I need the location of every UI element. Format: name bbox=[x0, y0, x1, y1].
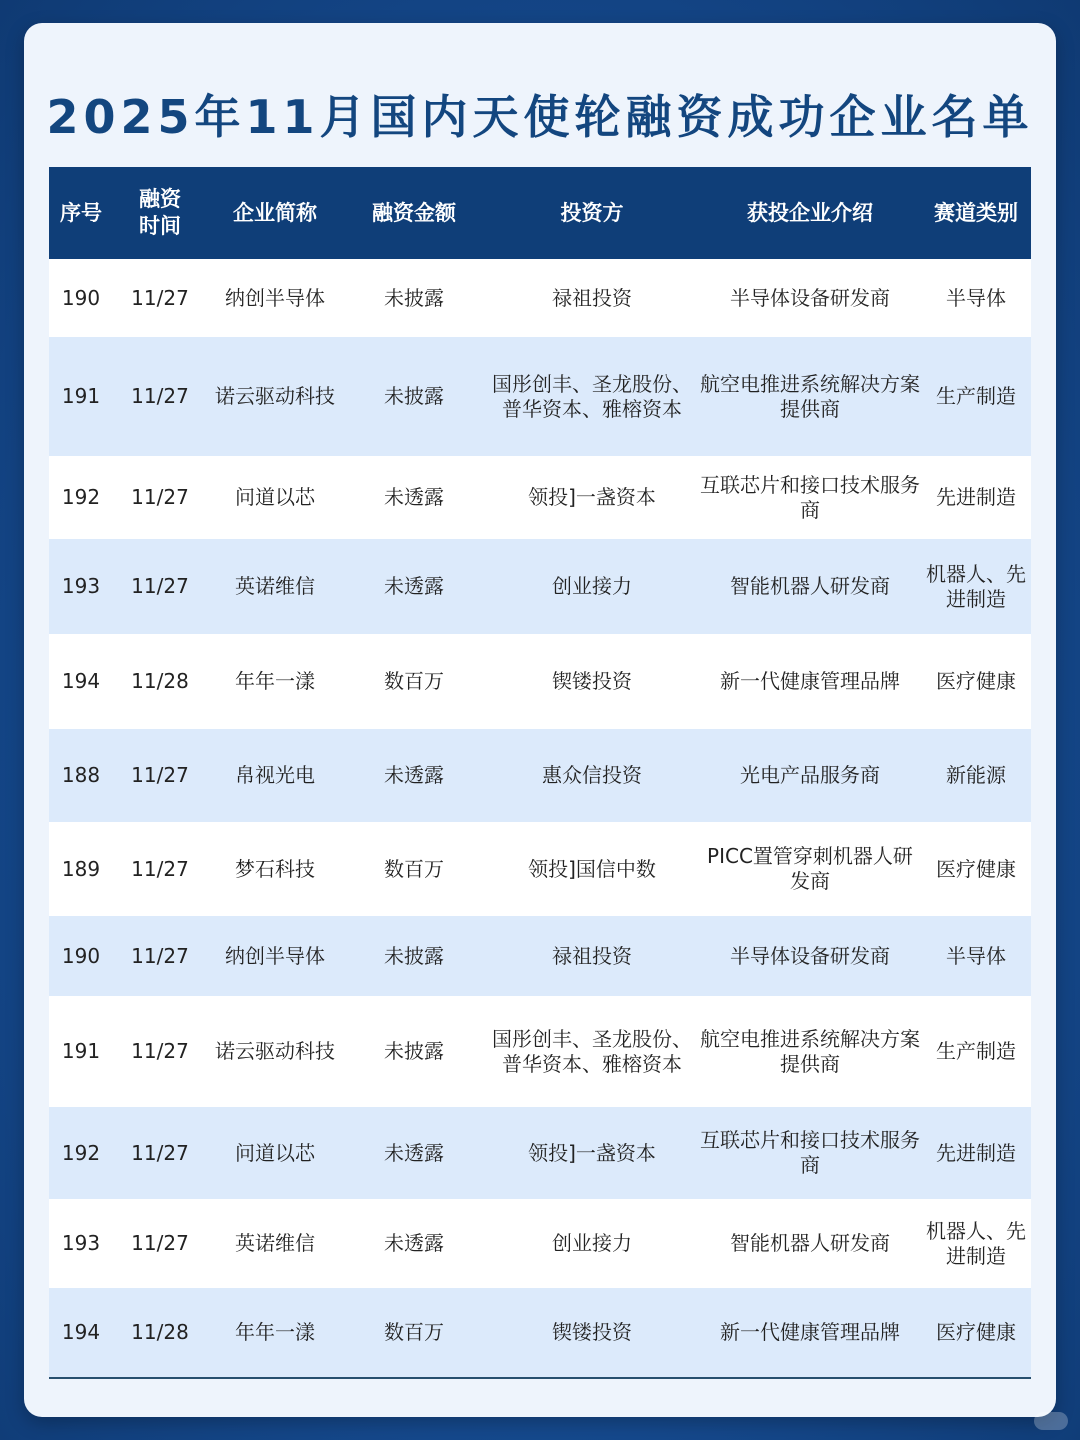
investor-cell: 国彤创丰、圣龙股份、普华资本、雅榕资本 bbox=[492, 371, 692, 421]
sector-cell: 生产制造 bbox=[936, 384, 1016, 408]
date-cell: 11/27 bbox=[131, 1039, 189, 1063]
investor-cell: 禄祖投资 bbox=[552, 285, 632, 310]
table-row bbox=[49, 916, 1031, 996]
company-cell: 英诺维信 bbox=[235, 1231, 315, 1255]
intro-cell: 智能机器人研发商 bbox=[730, 574, 890, 598]
header-sector: 赛道类别 bbox=[934, 200, 1018, 225]
table-row bbox=[49, 1199, 1031, 1288]
table-row bbox=[49, 996, 1031, 1107]
date-cell: 11/27 bbox=[131, 1140, 189, 1165]
seq-cell: 194 bbox=[61, 1320, 101, 1344]
intro-cell: 航空电推进系统解决方案提供商 bbox=[700, 1026, 920, 1076]
amount-cell: 未披露 bbox=[384, 943, 444, 968]
company-cell: 梦石科技 bbox=[235, 856, 315, 881]
date-cell: 11/27 bbox=[131, 763, 189, 787]
amount-cell: 未披露 bbox=[384, 1039, 444, 1063]
date-cell: 11/27 bbox=[131, 384, 189, 408]
sector-cell: 机器人、先进制造 bbox=[926, 1218, 1026, 1268]
amount-cell: 未透露 bbox=[384, 485, 444, 509]
amount-cell: 未透露 bbox=[384, 1231, 444, 1255]
intro-cell: 航空电推进系统解决方案提供商 bbox=[700, 371, 920, 421]
header-investor: 投资方 bbox=[560, 200, 624, 225]
date-cell: 11/27 bbox=[131, 856, 189, 881]
seq-cell: 192 bbox=[61, 1140, 101, 1165]
investor-cell: 锲镂投资 bbox=[552, 669, 632, 693]
amount-cell: 数百万 bbox=[384, 1320, 444, 1344]
header-time-line2: 时间 bbox=[139, 214, 181, 238]
sector-cell: 生产制造 bbox=[936, 1039, 1016, 1063]
intro-cell: 新一代健康管理品牌 bbox=[720, 1320, 900, 1344]
page-title: 2025年11月国内天使轮融资成功企业名单 bbox=[46, 90, 1034, 144]
sector-cell: 医疗健康 bbox=[936, 856, 1016, 881]
amount-cell: 数百万 bbox=[384, 669, 444, 693]
table-row bbox=[49, 634, 1031, 729]
header-seq: 序号 bbox=[60, 200, 102, 225]
amount-cell: 未透露 bbox=[384, 1140, 444, 1165]
intro-cell: 半导体设备研发商 bbox=[730, 943, 890, 968]
company-cell: 帛视光电 bbox=[235, 763, 315, 787]
company-cell: 诺云驱动科技 bbox=[215, 1039, 335, 1063]
company-cell: 问道以芯 bbox=[235, 1140, 315, 1165]
table-header-row bbox=[49, 167, 1031, 259]
amount-cell: 未透露 bbox=[384, 763, 444, 787]
date-cell: 11/27 bbox=[131, 574, 189, 598]
header-company: 企业简称 bbox=[233, 200, 317, 225]
amount-cell: 未披露 bbox=[384, 384, 444, 408]
investor-cell: 禄祖投资 bbox=[552, 943, 632, 968]
company-cell: 纳创半导体 bbox=[225, 943, 325, 968]
table-row bbox=[49, 1288, 1031, 1378]
company-cell: 年年一漾 bbox=[235, 1320, 315, 1344]
intro-cell: 互联芯片和接口技术服务商 bbox=[700, 472, 920, 522]
company-cell: 纳创半导体 bbox=[225, 285, 325, 310]
investor-cell: 创业接力 bbox=[552, 1231, 632, 1255]
sector-cell: 先进制造 bbox=[936, 1140, 1016, 1165]
sector-cell: 医疗健康 bbox=[936, 669, 1016, 693]
sector-cell: 机器人、先进制造 bbox=[926, 561, 1026, 611]
header-intro: 获投企业介绍 bbox=[747, 200, 873, 225]
watermark-badge bbox=[1034, 1412, 1068, 1430]
table-row bbox=[49, 822, 1031, 916]
company-cell: 英诺维信 bbox=[235, 574, 315, 598]
seq-cell: 191 bbox=[61, 1039, 101, 1063]
investor-cell: 惠众信投资 bbox=[542, 763, 642, 787]
table-row bbox=[49, 1107, 1031, 1199]
amount-cell: 数百万 bbox=[384, 856, 444, 881]
sector-cell: 半导体 bbox=[946, 943, 1006, 968]
header-amount: 融资金额 bbox=[372, 200, 456, 225]
seq-cell: 189 bbox=[61, 856, 101, 881]
sector-cell: 半导体 bbox=[946, 285, 1006, 310]
date-cell: 11/27 bbox=[131, 285, 189, 310]
investor-cell: 锲镂投资 bbox=[552, 1320, 632, 1344]
seq-cell: 190 bbox=[61, 285, 101, 310]
sector-cell: 新能源 bbox=[946, 763, 1006, 787]
seq-cell: 188 bbox=[61, 763, 101, 787]
amount-cell: 未透露 bbox=[384, 574, 444, 598]
seq-cell: 190 bbox=[61, 943, 101, 968]
investor-cell: 领投]一盏资本 bbox=[528, 485, 656, 509]
sector-cell: 先进制造 bbox=[936, 485, 1016, 509]
seq-cell: 192 bbox=[61, 485, 101, 509]
seq-cell: 193 bbox=[61, 574, 101, 598]
investor-cell: 国彤创丰、圣龙股份、普华资本、雅榕资本 bbox=[492, 1026, 692, 1076]
table-row bbox=[49, 337, 1031, 456]
financing-table bbox=[49, 167, 1031, 1379]
company-cell: 诺云驱动科技 bbox=[215, 384, 335, 408]
header-time bbox=[113, 167, 207, 259]
table-row bbox=[49, 456, 1031, 539]
intro-cell: 光电产品服务商 bbox=[740, 763, 880, 787]
amount-cell: 未披露 bbox=[384, 285, 444, 310]
investor-cell: 领投]一盏资本 bbox=[528, 1140, 656, 1165]
company-cell: 年年一漾 bbox=[235, 669, 315, 693]
intro-cell: 智能机器人研发商 bbox=[730, 1231, 890, 1255]
investor-cell: 领投]国信中数 bbox=[528, 856, 656, 881]
table-body bbox=[49, 259, 1031, 1378]
date-cell: 11/27 bbox=[131, 485, 189, 509]
sector-cell: 医疗健康 bbox=[936, 1320, 1016, 1344]
seq-cell: 193 bbox=[61, 1231, 101, 1255]
date-cell: 11/27 bbox=[131, 1231, 189, 1255]
header-time-line1: 融资 bbox=[139, 187, 181, 211]
intro-cell: 半导体设备研发商 bbox=[730, 285, 890, 310]
seq-cell: 191 bbox=[61, 384, 101, 408]
table-row bbox=[49, 539, 1031, 634]
date-cell: 11/28 bbox=[131, 669, 189, 693]
investor-cell: 创业接力 bbox=[552, 574, 632, 598]
intro-cell: 新一代健康管理品牌 bbox=[720, 669, 900, 693]
intro-cell: PICC置管穿刺机器人研发商 bbox=[707, 844, 913, 893]
seq-cell: 194 bbox=[61, 669, 101, 693]
company-cell: 问道以芯 bbox=[235, 485, 315, 509]
intro-cell: 互联芯片和接口技术服务商 bbox=[700, 1128, 920, 1177]
date-cell: 11/28 bbox=[131, 1320, 189, 1344]
date-cell: 11/27 bbox=[131, 943, 189, 968]
table-row bbox=[49, 729, 1031, 822]
table-row bbox=[49, 259, 1031, 337]
